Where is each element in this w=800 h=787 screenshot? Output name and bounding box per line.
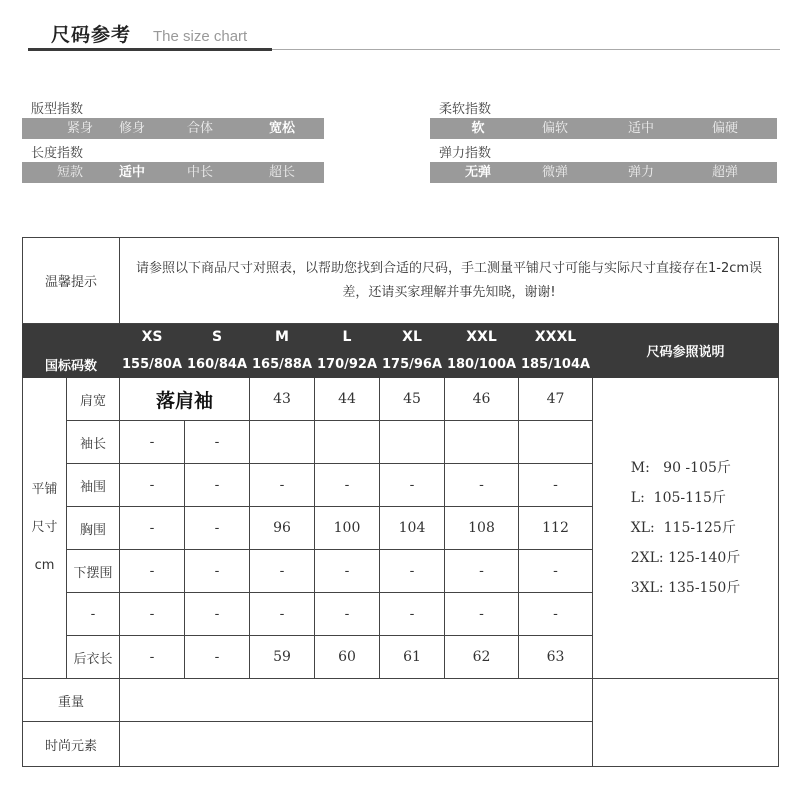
size-header-xs: XS [120,324,185,351]
intl-size: 180/100A [445,351,519,378]
softness-index-option: 软 [471,121,485,136]
measure-value: - [185,550,250,593]
size-header-spacer [23,324,120,351]
measure-value: - [120,464,185,507]
elasticity-index-option: 超弹 [711,165,738,180]
measure-value: - [315,464,380,507]
elasticity-index-bar [430,162,777,183]
intl-size: 175/96A [380,351,445,378]
size-header-xl: XL [380,324,445,351]
measure-value: - [120,636,185,679]
elasticity-index-label: 弹力指数 [439,146,492,161]
measure-value: 44 [315,378,380,421]
measure-name: 袖长 [67,421,120,464]
measure-value: - [120,507,185,550]
measure-value [445,421,519,464]
fit-index-bar [22,118,324,139]
measure-value: 108 [445,507,519,550]
flat-size-label-line: 平铺 [31,482,58,497]
elasticity-index-option: 微弹 [541,165,568,180]
measure-value: - [120,593,185,636]
measure-value: - [445,550,519,593]
title-divider [272,49,780,50]
measure-value: - [315,550,380,593]
weight-reference-line: L: 105-115斤 [630,490,726,506]
length-index-option: 短款 [56,165,83,180]
measure-value: - [185,507,250,550]
measure-value: - [185,593,250,636]
intl-size: 165/88A [250,351,315,378]
size-header-xxxl: XXXL [519,324,593,351]
softness-index-bar [430,118,777,139]
size-header-m: M [250,324,315,351]
measure-name: 后衣长 [67,636,120,679]
measure-value: 100 [315,507,380,550]
length-index-option: 适中 [118,165,145,180]
intl-size: 185/104A [519,351,593,378]
measure-name: 肩宽 [67,378,120,421]
page-title: 尺码参考 [51,24,132,46]
measure-value: - [315,593,380,636]
measure-value: - [185,636,250,679]
measure-value: 45 [380,378,445,421]
fit-index-option: 修身 [118,121,145,136]
fit-index-option: 宽松 [268,121,295,136]
measure-value: 60 [315,636,380,679]
length-index-option: 中长 [186,165,213,180]
measure-value: 104 [380,507,445,550]
weight-reference-line: XL: 115-125斤 [630,520,736,536]
softness-index-option: 偏软 [541,121,568,136]
measure-value: 59 [250,636,315,679]
measure-value: - [519,550,593,593]
tip-text: 请参照以下商品尺寸对照表，以帮助您找到合适的尺码，手工测量平铺尺寸可能与实际尺寸直接存在1-2cm误差，还请买家理解并事先知晓，谢谢! [120,238,779,324]
fit-index-option: 紧身 [66,121,93,136]
softness-index-option: 偏硬 [711,121,738,136]
measure-name: - [67,593,120,636]
size-header-xxl: XXL [445,324,519,351]
measure-value [315,421,380,464]
size-reference-header: 尺码参照说明 [593,324,779,378]
length-index-option: 超长 [268,165,295,180]
measure-name: 胸围 [67,507,120,550]
flat-size-label [23,378,67,679]
measure-value: 43 [250,378,315,421]
tip-label: 温馨提示 [23,238,120,324]
fit-index-option: 合体 [186,121,213,136]
measure-value: - [519,593,593,636]
weight-reference-line: 2XL: 125-140斤 [630,550,741,566]
reference-blank [593,679,779,767]
drop-shoulder-note: 落肩袖 [120,378,250,421]
length-index-label: 长度指数 [31,146,84,161]
measure-value: - [185,464,250,507]
page-subtitle: The size chart [153,28,248,45]
measure-value: 62 [445,636,519,679]
measure-value [380,421,445,464]
weight-reference-line: 3XL: 135-150斤 [630,580,741,596]
measure-value: - [120,550,185,593]
softness-index-option: 适中 [627,121,654,136]
measure-value [519,421,593,464]
fashion-element-label: 时尚元素 [23,722,120,767]
elasticity-index-option: 无弹 [464,165,491,180]
measure-value: - [380,550,445,593]
weight-label: 重量 [23,679,120,722]
measure-value: 63 [519,636,593,679]
measure-value: - [380,464,445,507]
measure-value: - [250,464,315,507]
measure-value: - [445,593,519,636]
size-header-l: L [315,324,380,351]
measure-value: - [380,593,445,636]
size-table [22,237,779,767]
fashion-element-value [120,722,593,767]
measure-value: 112 [519,507,593,550]
fit-index-label: 版型指数 [31,102,84,117]
measure-value: - [250,593,315,636]
measure-value: 47 [519,378,593,421]
measure-value: 61 [380,636,445,679]
measure-value: - [519,464,593,507]
measure-value: 46 [445,378,519,421]
measure-name: 袖围 [67,464,120,507]
measure-value: - [120,421,185,464]
intl-size: 160/84A [185,351,250,378]
intl-size: 155/80A [120,351,185,378]
intl-size-label: 国标码数 [23,351,120,378]
measure-value: 96 [250,507,315,550]
length-index-bar [22,162,324,183]
measure-value: - [185,421,250,464]
measure-value [250,421,315,464]
softness-index-label: 柔软指数 [439,102,492,117]
elasticity-index-option: 弹力 [627,165,654,180]
weight-reference [593,378,779,679]
flat-size-label-line: cm [34,558,55,573]
measure-name: 下摆围 [67,550,120,593]
flat-size-label-line: 尺寸 [31,520,58,535]
measure-value: - [250,550,315,593]
weight-reference-line: M: 90 -105斤 [630,460,731,476]
size-header-s: S [185,324,250,351]
intl-size: 170/92A [315,351,380,378]
measure-value: - [445,464,519,507]
title-underline [28,48,272,51]
weight-value [120,679,593,722]
